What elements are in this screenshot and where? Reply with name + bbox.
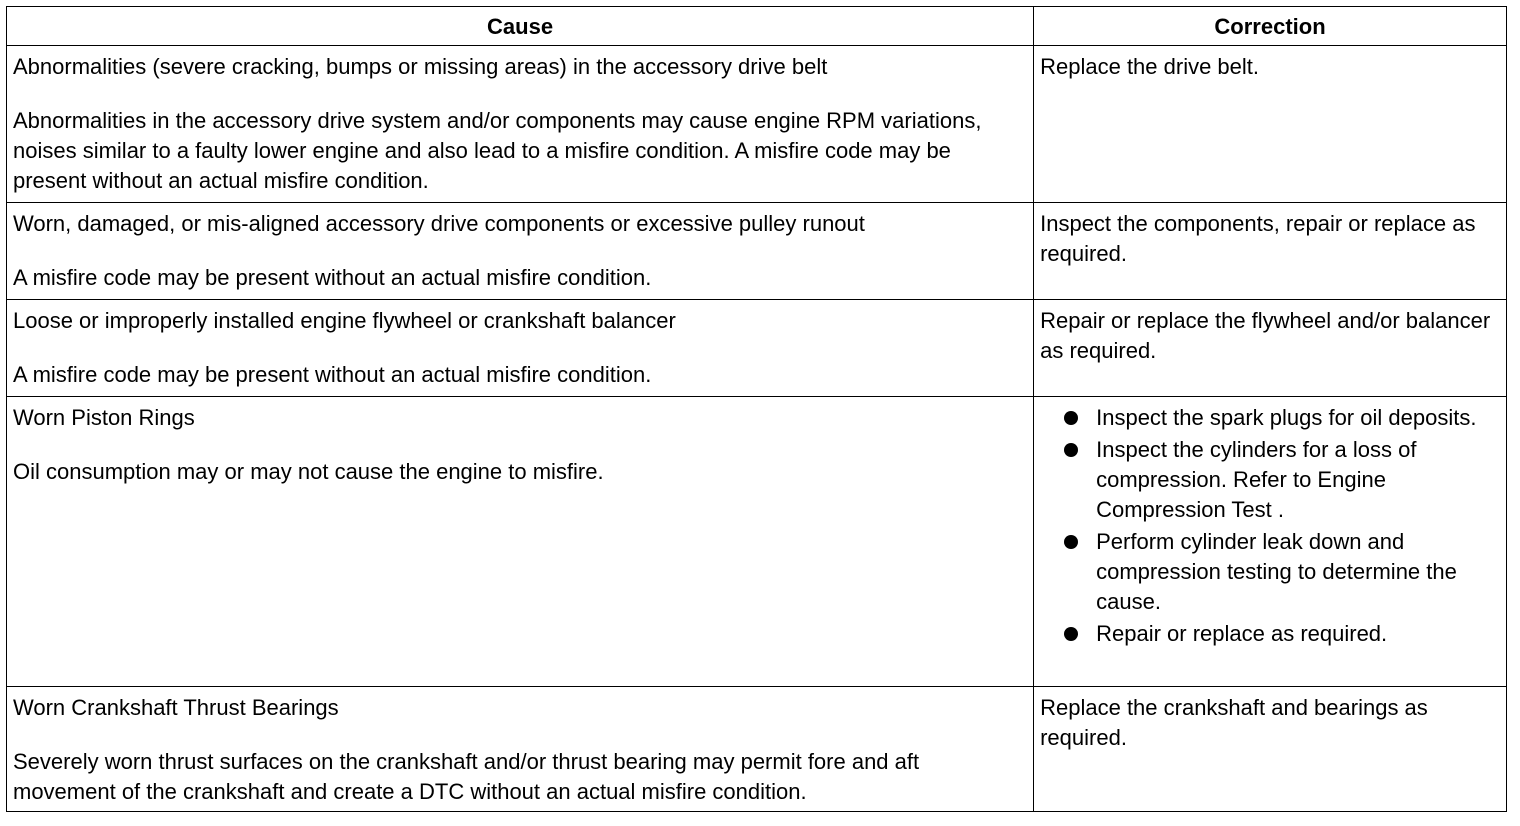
list-item-text: Perform cylinder leak down and compression testing to determine the cause. (1096, 529, 1457, 614)
cause-title: Worn Piston Rings (13, 405, 195, 430)
correction-text: Repair or replace the flywheel and/or balancer as required. (1040, 308, 1491, 363)
table-row (7, 300, 1507, 397)
table-row (7, 46, 1507, 203)
cause-detail: Oil consumption may or may not cause the engine to misfire. (13, 459, 604, 484)
correction-text: Replace the drive belt. (1040, 54, 1260, 79)
cause-title: Abnormalities (severe cracking, bumps or missing areas) in the accessory drive belt (13, 54, 828, 79)
cause-title: Worn Crankshaft Thrust Bearings (13, 695, 339, 720)
table-row (7, 687, 1507, 812)
list-item-text: Inspect the spark plugs for oil deposits. (1096, 405, 1477, 430)
header-row (7, 7, 1507, 46)
bullet-icon (1064, 443, 1078, 457)
list-item (1058, 619, 1500, 649)
header-cause: Cause (7, 7, 1034, 46)
bullet-icon (1064, 627, 1078, 641)
cause-detail: Severely worn thrust surfaces on the crankshaft and/or thrust bearing may permit fore and aft movement of the crankshaft and create a DTC without an actual misfire condition. (13, 749, 920, 804)
correction-cell (1034, 46, 1507, 203)
correction-text: Inspect the components, repair or replace as required. (1040, 211, 1476, 266)
correction-text: Replace the crankshaft and bearings as required. (1040, 695, 1428, 750)
list-item (1058, 403, 1500, 433)
bullet-icon (1064, 535, 1078, 549)
list-item (1058, 435, 1500, 525)
header-correction: Correction (1034, 7, 1507, 46)
cause-cell (7, 203, 1034, 300)
cause-title: Loose or improperly installed engine flywheel or crankshaft balancer (13, 308, 676, 333)
cause-cell (7, 397, 1034, 687)
list-item-text: Repair or replace as required. (1096, 621, 1388, 646)
cause-detail: Abnormalities in the accessory drive system and/or components may cause engine RPM variations, noises similar to a faulty lower engine and also lead to a misfire condition. A misfire code may be present without an actual misfire condition. (13, 108, 982, 193)
cause-title: Worn, damaged, or mis-aligned accessory drive components or excessive pulley runout (13, 211, 865, 236)
bullet-icon (1064, 411, 1078, 425)
cause-cell (7, 687, 1034, 812)
correction-cell (1034, 397, 1507, 687)
list-item-text: Inspect the cylinders for a loss of compression. Refer to Engine Compression Test . (1096, 437, 1417, 522)
cause-detail: A misfire code may be present without an actual misfire condition. (13, 265, 652, 290)
cause-cell (7, 300, 1034, 397)
correction-cell (1034, 203, 1507, 300)
table-row (7, 397, 1507, 687)
cause-cell (7, 46, 1034, 203)
correction-cell (1034, 300, 1507, 397)
table-row (7, 203, 1507, 300)
cause-detail: A misfire code may be present without an actual misfire condition. (13, 362, 652, 387)
correction-cell (1034, 687, 1507, 812)
diagnostic-table (6, 6, 1507, 812)
correction-list (1040, 403, 1500, 649)
list-item (1058, 527, 1500, 617)
